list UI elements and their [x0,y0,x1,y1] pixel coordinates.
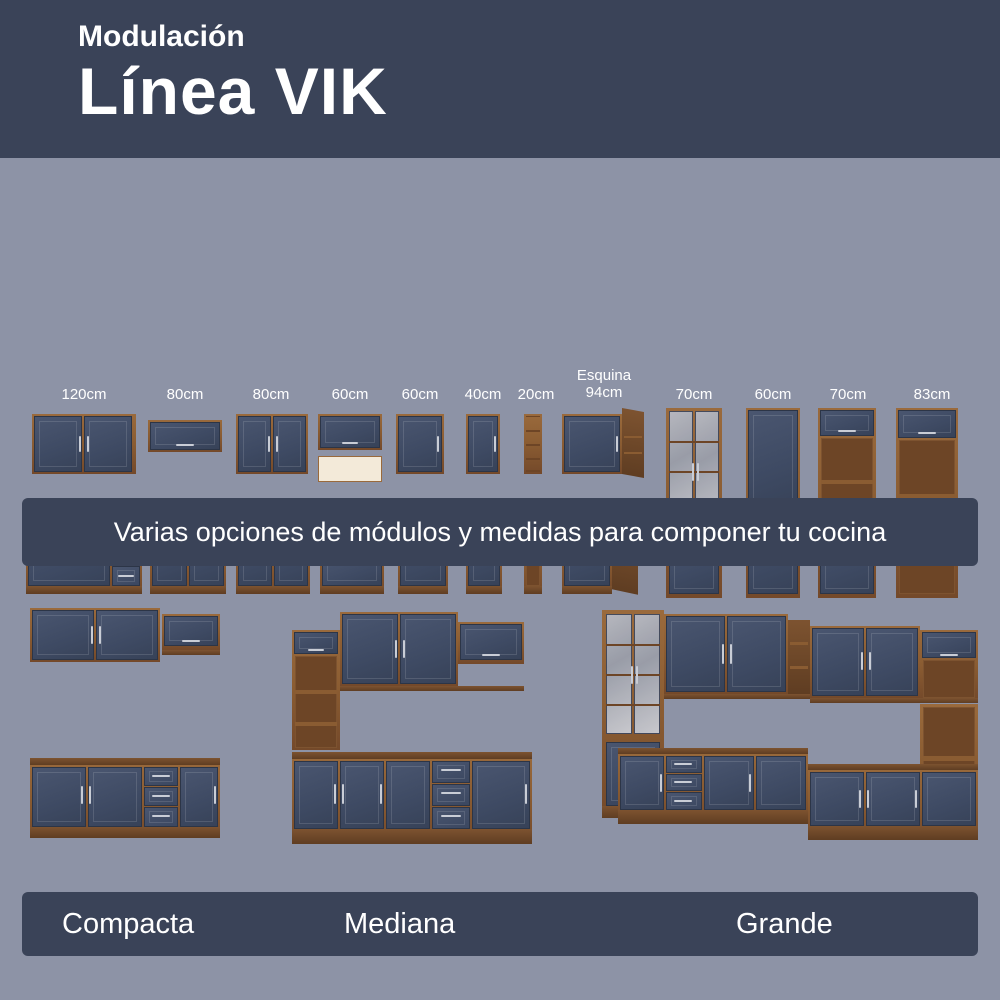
module-label-70-b: 70cm [829,386,867,403]
modules-section [0,158,1000,458]
module-label-20: 20cm [517,386,555,403]
module-upper-20-open [524,414,542,474]
module-upper-80-lift [148,420,222,452]
module-upper-60-lift [318,414,382,450]
footer-label-compacta: Compacta [62,908,195,940]
module-label-60-a: 60cm [331,386,369,403]
page-title: Línea VIK [78,54,388,128]
module-label-120: 120cm [61,386,107,403]
header-subtitle: Modulación [78,20,245,53]
setups-section [0,590,1000,860]
module-upper-80 [236,414,308,474]
module-label-40: 40cm [464,386,502,403]
module-label-70-a: 70cm [675,386,713,403]
module-upper-60 [396,414,444,474]
module-label-80-a: 80cm [166,386,204,403]
module-upper-120 [32,414,136,474]
footer-label-mediana: Mediana [344,908,456,940]
module-upper-40 [466,414,500,474]
module-label-esquina: Esquina 94cm [576,367,632,401]
setup-mediana [292,600,542,850]
module-label-60-c: 60cm [754,386,792,403]
banner-options [22,498,978,566]
setup-compacta [20,608,235,848]
module-upper-corner-94 [562,414,646,476]
footer-label-grande: Grande [736,908,833,940]
module-label-80-b: 80cm [252,386,290,403]
setup-grande [598,592,983,852]
module-label-83: 83cm [913,386,951,403]
module-label-60-b: 60cm [401,386,439,403]
page-header [0,0,1000,158]
banner-text: Varias opciones de módulos y medidas para componer tu cocina [113,516,887,547]
module-open-shelf-60 [318,456,382,482]
